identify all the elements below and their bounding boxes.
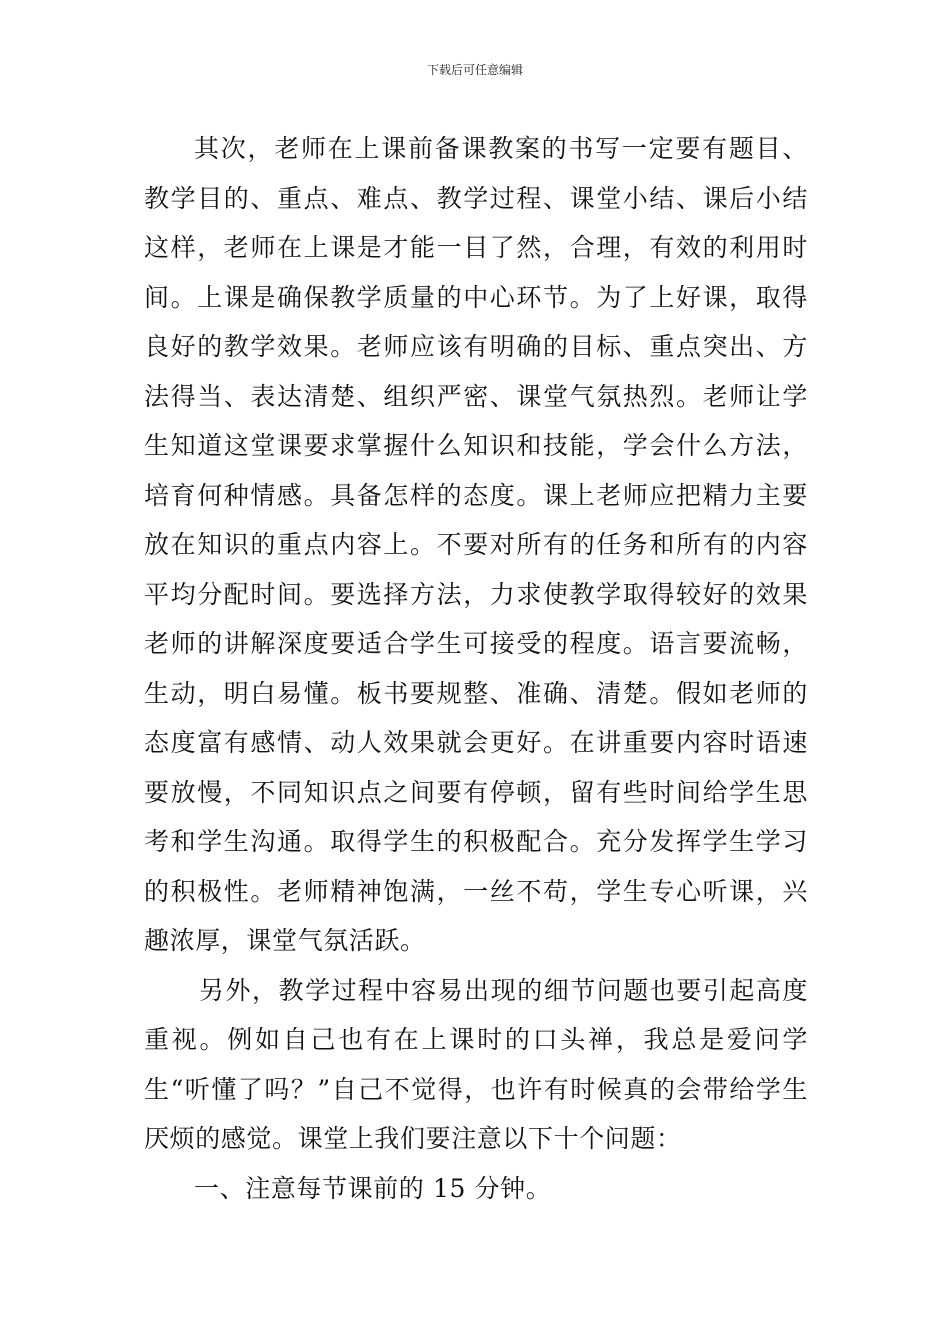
paragraph-list-item-1: 一、注意每节课前的 15 分钟。 [194,1173,552,1203]
paragraph-preparation: 其次，老师在上课前备课教案的书写一定要有题目、教学目的、重点、难点、教学过程、课堂小结、课后小结这样，老师在上课是才能一目了然，合理，有效的利用时间。上课是确保教学质量的中心环节。为了上好课，取得良好的教学效果。老师应该有明确的目标、重点突出、方法得当、表达清楚、组织严密、课堂气氛热烈。老师让学生知道这堂课要求掌握什么知识和技能，学会什么方法，培育何种情感。具备怎样的态度。课上老师应把精力主要放在知识的重点内容上。不要对所有的任务和所有的内容平均分配时间。要选择方法，力求使教学取得较好的效果老师的讲解深度要适合学生可接受的程度。语言要流畅，生动，明白易懂。板书要规整、准确、清楚。假如老师的态度富有感情、动人效果就会更好。在讲重要内容时语速要放慢，不同知识点之间要有停顿，留有些时间给学生思考和学生沟通。取得学生的积极配合。充分发挥学生学习的积极性。老师精神饱满，一丝不苟，学生专心听课，兴趣浓厚，课堂气氛活跃。 [144,134,808,955]
document-body [144,124,808,1213]
paragraph-details: 另外，教学过程中容易出现的细节问题也要引起高度重视。例如自己也有在上课时的口头禅，我总是爱问学生“听懂了吗？”自己不觉得，也许有时候真的会带给学生厌烦的感觉。课堂上我们要注意以下十个问题： [144,975,808,1153]
page-header: 下载后可任意编辑 [426,63,523,77]
